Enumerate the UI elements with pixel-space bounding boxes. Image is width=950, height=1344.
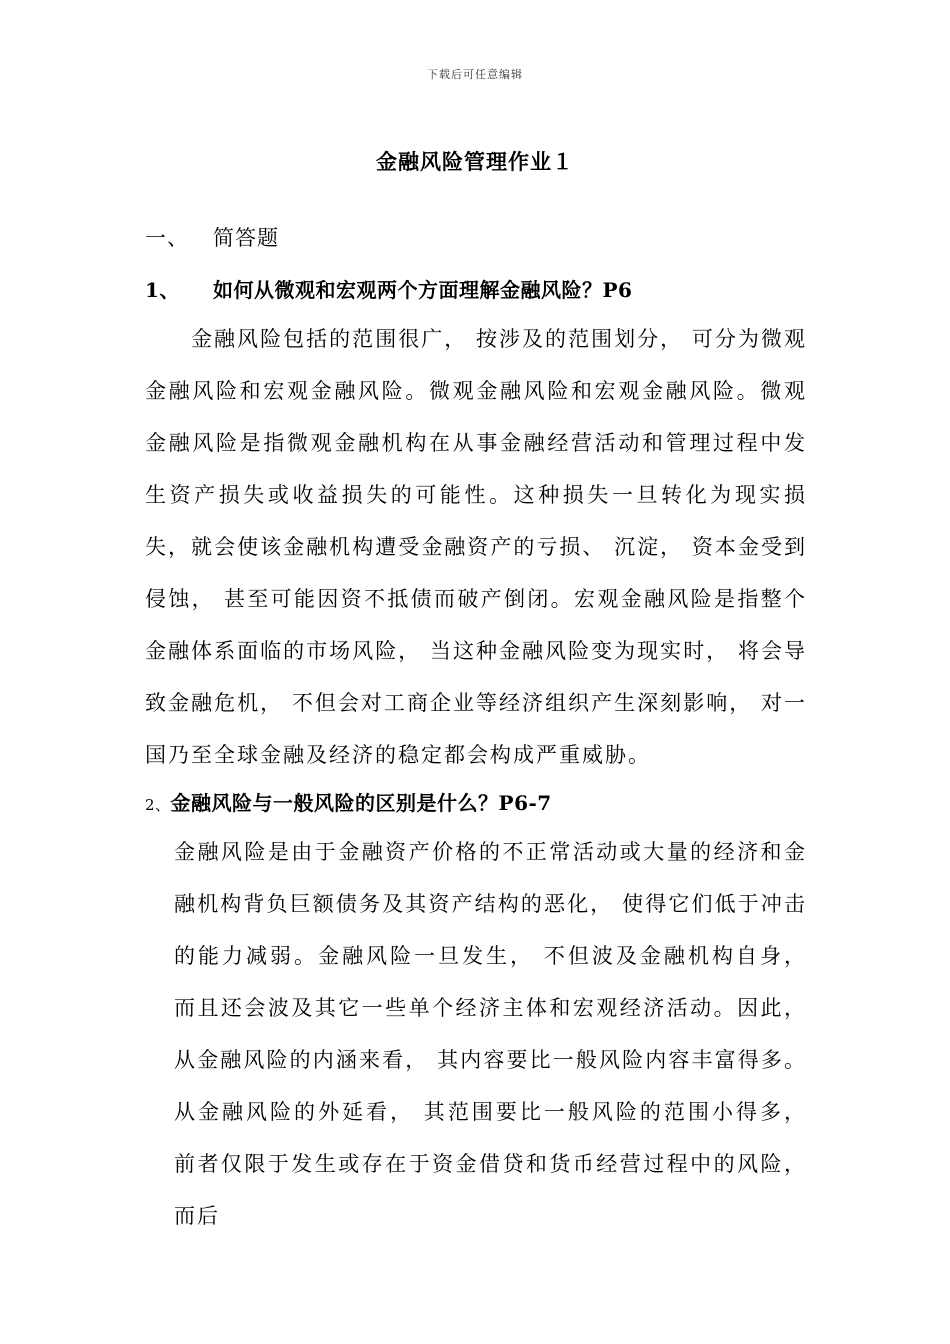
question-1-number: 1、 [145, 278, 180, 302]
section-heading [145, 222, 279, 252]
section-number: 一、 [145, 226, 189, 250]
question-2-answer: 金融风险是由于金融资产价格的不正常活动或大量的经济和金融机构背负巨额债务及其资产结构的恶化， 使得它们低于冲击的能力减弱。金融风险一旦发生， 不但波及金融机构自身， 而且还会波及其它一些单个经济主体和宏观经济活动。因此， 从金融风险的内涵来看， 其内容要比一般风险内容丰富得多。从金融风险的外延看， 其范围要比一般风险的范围小得多， 前者仅限于发生或存在于资金借贷和货币经营过程中的风险， 而后 [174, 840, 807, 1228]
section-title: 简答题 [213, 226, 279, 250]
document-title: 金融风险管理作业１ [376, 149, 574, 174]
question-2-number: 2、 [145, 796, 171, 814]
question-1-answer: 金融风险包括的范围很广， 按涉及的范围划分， 可分为微观金融风险和宏观金融风险。微观金融风险和宏观金融风险。微观金融风险是指微观金融机构在从事金融经营活动和管理过程中发生资产损失或收益损失的可能性。这种损失一旦转化为现实损失，就会使该金融机构遭受金融资产的亏损、 沉淀， 资本金受到侵蚀， 甚至可能因资不抵债而破产倒闭。宏观金融风险是指整个金融体系面临的市场风险， 当这种金融风险变为现实时， 将会导致金融危机， 不但会对工商企业等经济组织产生深刻影响， 对一国乃至全球金融及经济的稳定都会构成严重威胁。 [145, 327, 807, 767]
header-note: 下载后可任意编辑 [427, 68, 523, 81]
question-2-title: 金融风险与一般风险的区别是什么？P6-7 [170, 791, 552, 815]
question-2-heading [145, 787, 552, 816]
question-1-title: 如何从微观和宏观两个方面理解金融风险？P6 [213, 278, 633, 302]
question-1-heading [145, 274, 632, 303]
